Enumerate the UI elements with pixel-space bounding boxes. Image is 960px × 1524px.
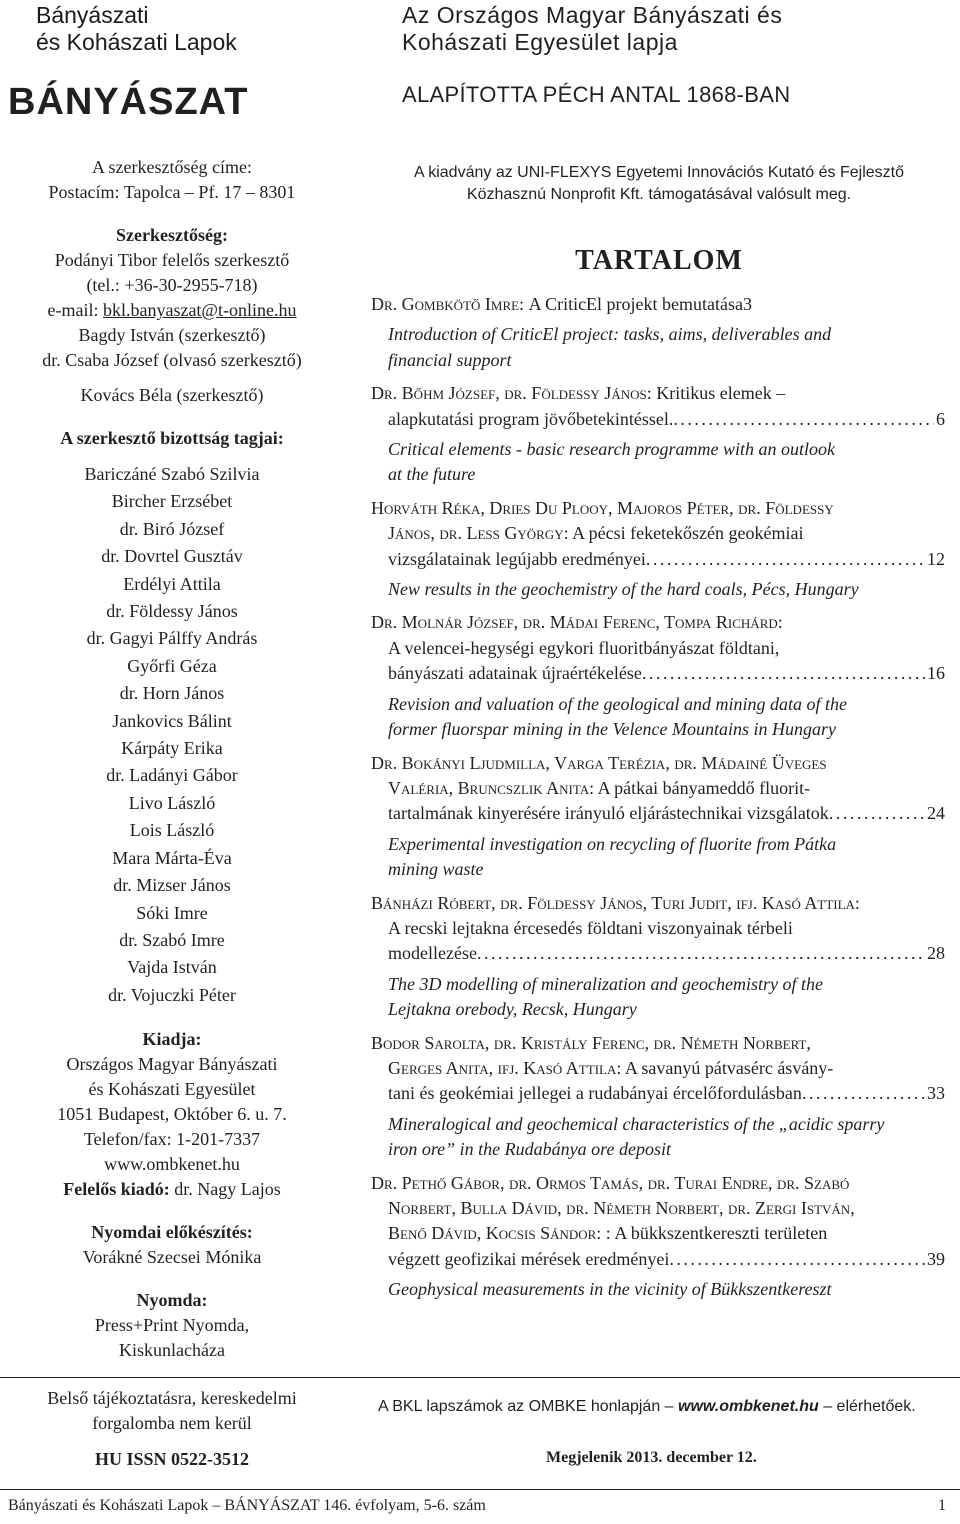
publisher-website[interactable]: www.ombkenet.hu [104, 1154, 240, 1175]
toc-title-start: A velencei-hegységi egykori fluoritbányászat földtani, [388, 637, 780, 658]
toc-leader [673, 407, 934, 432]
publisher-address: 1051 Budapest, Október 6. u. 7. [57, 1104, 287, 1125]
section-divider [0, 1377, 960, 1378]
toc-title-end: bányászati adatainak újraértékelése [388, 663, 642, 684]
toc-english-title: Geophysical measurements in the vicinity of Bükkszentkereszt [388, 1279, 832, 1300]
publisher-name1: Országos Magyar Bányászati [66, 1054, 278, 1075]
toc-authors: Norbert, Bulla Dávid, dr. Németh Norbert, dr. Zergi István, [388, 1198, 855, 1218]
toc-page: 12 [927, 548, 945, 569]
publisher-heading: Kiadja: [142, 1029, 202, 1050]
release-date: Megjelenik 2013. december 12. [546, 1449, 757, 1466]
editorial-heading: Szerkesztőség: [116, 225, 228, 245]
board-member: dr. Gagyi Pálffy András [86, 628, 258, 649]
board-member: dr. Dovrtel Gusztáv [101, 546, 243, 567]
toc-title-start: A pécsi feketekőszén geokémiai [572, 523, 804, 544]
toc-authors: Bodor Sarolta, dr. Kristály Ferenc, dr. Németh Norbert, [371, 1032, 811, 1053]
toc-authors: Dr. Pethő Gábor, dr. Ormos Tamás, dr. Turai Endre, dr. Szabó [371, 1172, 850, 1193]
toc-title-end: tartalmának kinyerésére irányuló eljárástechnikai vizsgálatok [388, 803, 829, 824]
board-member: Erdélyi Attila [123, 573, 221, 594]
prepress-heading: Nyomdai előkészítés: [91, 1222, 253, 1243]
toc-title-end: tani és geokémiai jellegei a rudabányai ércelőfordulásban [388, 1083, 802, 1104]
board-member: dr. Vojuczki Péter [108, 984, 236, 1005]
board-member: dr. Biró József [119, 518, 225, 539]
toc-leader [642, 661, 925, 686]
printer-city: Kiskunlacháza [119, 1340, 225, 1361]
toc-authors: János, dr. Less György: [388, 523, 569, 544]
board-member: dr. Horn János [119, 683, 225, 704]
board-member: Vajda István [127, 957, 217, 978]
editor-phone: (tel.: +36-30-2955-718) [86, 275, 258, 295]
org-title-line1: Az Országos Magyar Bányászati és [402, 2, 783, 28]
page-number: 1 [938, 1497, 946, 1514]
editor-bagdy: Bagdy István (szerkesztő) [78, 325, 266, 345]
board-member: Mara Márta-Éva [112, 847, 232, 868]
board-member: Livo László [128, 792, 216, 813]
journal-name [36, 2, 237, 56]
support-note: A kiadvány az UNI-FLEXYS Egyetemi Innovációs Kutató és Fejlesztő Közhasznú Nonprofit Kft. támogatásával valósult meg. [413, 164, 904, 203]
board-member: Jankovics Bálint [112, 710, 232, 731]
postal-address: Postacím: Tapolca – Pf. 17 – 8301 [48, 182, 296, 202]
board-member: Győrfi Géza [127, 655, 217, 676]
board-member: Sóki Imre [136, 902, 208, 923]
board-list [0, 461, 344, 1009]
toc-page: 33 [927, 1083, 945, 1104]
toc-authors: Benő Dávid, Kocsis Sándor: : [388, 1223, 611, 1244]
toc-entry[interactable] [371, 610, 945, 742]
toc-page: 39 [927, 1248, 945, 1269]
founded-line: ALAPÍTOTTA PÉCH ANTAL 1868-BAN [402, 82, 791, 107]
org-title [402, 2, 782, 56]
toc-entry[interactable] [371, 381, 945, 488]
toc-page: 16 [927, 663, 945, 684]
board-member: dr. Szabó Imre [119, 929, 225, 950]
board-member: dr. Földessy János [106, 601, 238, 622]
toc-title-start: A savanyú pátvasérc ásvány- [624, 1057, 834, 1078]
toc-page: 28 [927, 943, 945, 964]
toc-authors: Dr. Molnár József, dr. Mádai Ferenc, Tompa Richárd: [371, 612, 783, 633]
toc-english-title: Revision and valuation of the geological and mining data of the former fluorspar mining in the Velence Mountains in Hungary [388, 693, 847, 740]
toc-entry[interactable] [371, 1171, 945, 1303]
toc-entry[interactable] [371, 891, 945, 1023]
toc-title-end: alapkutatási program jövőbetekintéssel. [388, 408, 674, 429]
masthead-column [0, 155, 344, 1363]
board-member: dr. Ladányi Gábor [106, 765, 238, 786]
address-label: A szerkesztőség címe: [92, 157, 252, 177]
toc-title-start: A bükkszentkereszti területen [614, 1223, 828, 1244]
printer-heading: Nyomda: [136, 1290, 208, 1311]
toc-authors: Bánházi Róbert, dr. Földessy János, Turi Judit, ifj. Kasó Attila: [371, 892, 860, 913]
toc-authors: Dr. Gombkötő Imre: [371, 294, 525, 314]
toc-english-title: New results in the geochemistry of the hard coals, Pécs, Hungary [388, 579, 859, 600]
issn: HU ISSN 0522-3512 [94, 1449, 250, 1469]
toc-title-end: modellezése [388, 943, 477, 964]
publisher-name2: és Kohászati Egyesület [88, 1079, 256, 1100]
toc-authors: Gerges Anita, ifj. Kasó Attila: [388, 1057, 622, 1078]
distribution-note: Belső tájékoztatásra, kereskedelmi forgalomba nem kerül [47, 1388, 297, 1433]
toc-entry[interactable] [371, 496, 945, 603]
toc-title-start: Kritikus elemek – [656, 383, 786, 404]
toc-title: TARTALOM [575, 245, 743, 276]
editor-in-chief: Podányi Tibor felelős szerkesztő [54, 250, 290, 270]
toc-entry[interactable] [371, 751, 945, 883]
editor-kovacs: Kovács Béla (szerkesztő) [80, 385, 264, 405]
toc-title-start: A pátkai bányameddő fluorit- [597, 777, 811, 798]
toc-leader [829, 801, 925, 826]
board-member: Bariczáné Szabó Szilvia [84, 464, 260, 484]
toc-entry[interactable] [371, 1031, 945, 1163]
toc-authors: Dr. Bőhm József, dr. Földessy János: [371, 383, 652, 404]
toc-leader [646, 547, 925, 572]
board-heading: A szerkesztő bizottság tagjai: [60, 428, 284, 448]
toc-authors: Horváth Réka, Dries Du Plooy, Majoros Péter, dr. Földessy [371, 497, 834, 518]
journal-name-line1: Bányászati [36, 2, 149, 28]
toc-page: 3 [743, 294, 753, 314]
toc-authors: Valéria, Bruncszlik Anita: [388, 777, 595, 798]
board-member: Bircher Erzsébet [111, 491, 233, 512]
toc-english-title: The 3D modelling of mineralization and geochemistry of the Lejtakna orebody, Recsk, Hungary [388, 973, 823, 1020]
prepress-name: Vorákné Szecsei Mónika [82, 1247, 262, 1268]
journal-name-line2: és Kohászati Lapok [36, 29, 237, 55]
org-title-line2: Kohászati Egyesület lapja [402, 29, 678, 55]
toc-title-end: vizsgálatainak legújabb eredményei [388, 548, 646, 569]
toc-english-title: Mineralogical and geochemical characteristics of the „acidic sparry iron ore” in the Rudabánya ore deposit [388, 1113, 885, 1160]
printer-name: Press+Print Nyomda, [94, 1315, 250, 1336]
table-of-contents [371, 292, 945, 1307]
toc-leader [669, 1247, 925, 1272]
publisher-phone: Telefon/fax: 1-201-7337 [83, 1129, 261, 1150]
toc-page: 6 [936, 408, 945, 429]
toc-english-title: Introduction of CriticEl project: tasks, aims, deliverables and financial support [388, 324, 832, 370]
toc-leader [802, 1081, 925, 1106]
board-member: Lois László [129, 820, 215, 841]
board-member: Kárpáty Erika [121, 738, 223, 759]
footer-journal: Bányászati és Kohászati Lapok – BÁNYÁSZAT 146. évfolyam, 5-6. szám [8, 1497, 486, 1514]
board-member: dr. Mizser János [113, 875, 231, 896]
toc-leader [477, 941, 925, 966]
bkl-note: A BKL lapszámok az OMBKE honlapján – www.ombkenet.hu – elérhetőek. [378, 1398, 916, 1415]
toc-title-end: végzett geofizikai mérések eredményei [388, 1248, 670, 1269]
editor-csaba: dr. Csaba József (olvasó szerkesztő) [42, 350, 302, 370]
responsible-publisher: Felelős kiadó: dr. Nagy Lajos [63, 1179, 281, 1200]
footer-logo: BÁNYÁSZAT [224, 1497, 320, 1514]
editor-email-link[interactable]: bkl.banyaszat@t-online.hu [102, 300, 297, 320]
footer-rule [0, 1489, 960, 1490]
toc-page: 24 [927, 803, 945, 824]
toc-authors: Dr. Bokányi Ljudmilla, Varga Terézia, dr. Mádainé Üveges [371, 752, 827, 773]
toc-title-end: A CriticEl projekt bemutatása [528, 294, 744, 314]
toc-title-start: A recski lejtakna ércesedés földtani viszonyainak térbeli [388, 917, 793, 938]
banyaszat-logo: BÁNYÁSZAT [8, 81, 249, 123]
toc-english-title: Critical elements - basic research programme with an outlook at the future [388, 439, 835, 485]
bkl-website-link[interactable]: www.ombkenet.hu [678, 1398, 819, 1415]
toc-entry[interactable] [371, 292, 945, 373]
editor-email-line: e-mail: bkl.banyaszat@t-online.hu [47, 300, 297, 320]
toc-english-title: Experimental investigation on recycling of fluorite from Pátka mining waste [388, 833, 837, 880]
